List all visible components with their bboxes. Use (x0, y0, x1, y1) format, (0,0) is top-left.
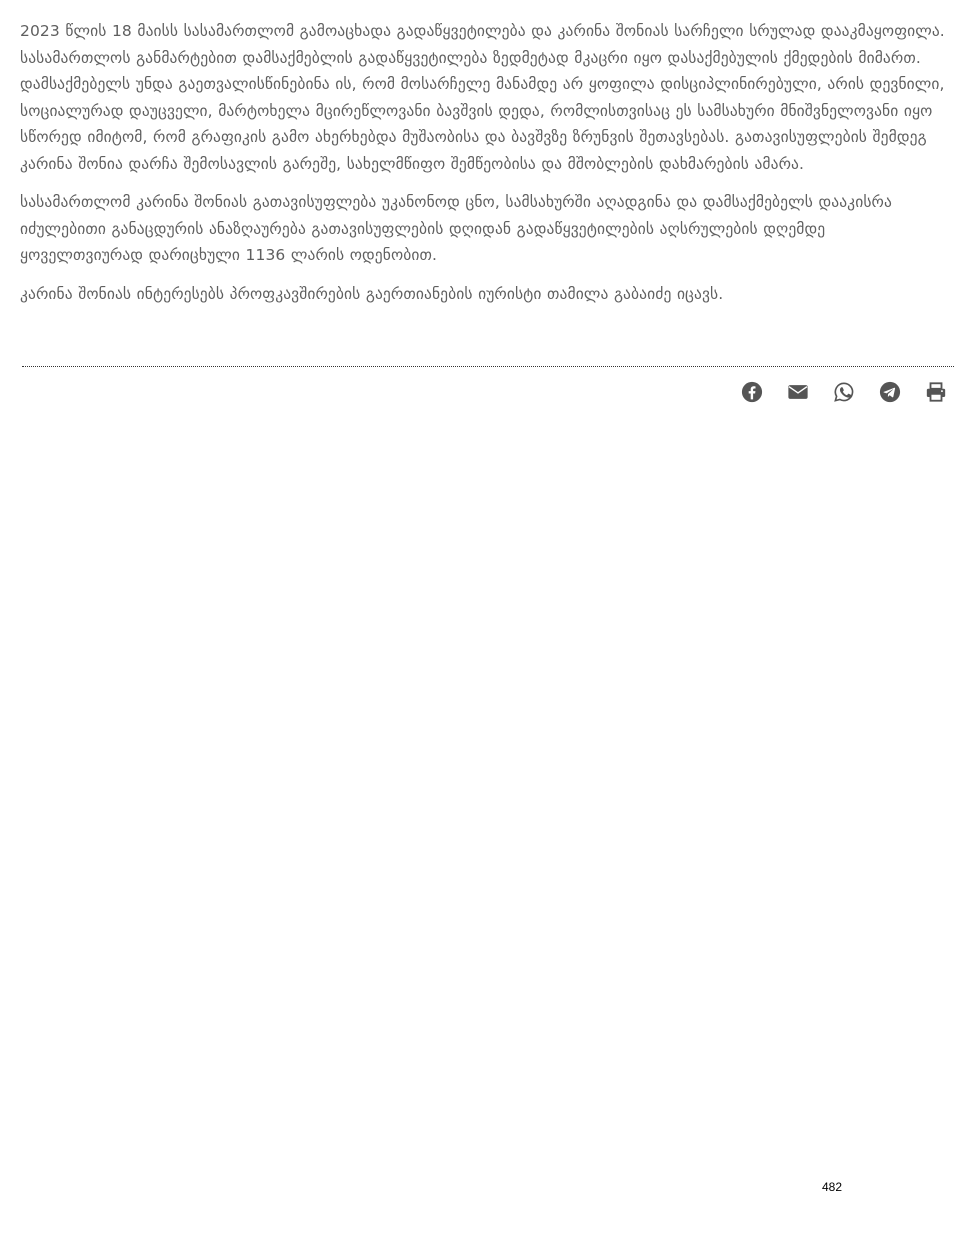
share-bar (740, 380, 948, 404)
article-paragraph: 2023 წლის 18 მაისს სასამართლომ გამოაცხადა გადაწყვეტილება და კარინა შონიას სარჩელი სრულად დააკმაყოფილა. სასამართლოს განმარტებით დამსაქმებლის გადაწყვეტილება ზედმეტად მკაცრი იყო დასაქმებულის ქმედების მიმართ. დამსაქმებელს უნდა გაეთვალისწინებინა ის, რომ მოსარჩელე მანამდე არ ყოფილა დისციპლინირებული, არის დევნილი, სოციალურად დაუცველი, მარტოხელა მცირეწლოვანი ბავშვის დედა, რომლისთვისაც ეს სამსახური მნიშვნელოვანი იყო სწორედ იმიტომ, რომ გრაფიკის გამო ახერხებდა მუშაობისა და ბავშვზე ზრუნვის შეთავსებას. გათავისუფლების შემდეგ კარინა შონია დარჩა შემოსავლის გარეშე, სახელმწიფო შემწეობისა და მშობლების დახმარების ამარა. (20, 22, 945, 173)
share-divider (22, 366, 954, 367)
telegram-icon (879, 381, 901, 403)
article-body (20, 18, 950, 319)
share-whatsapp-button[interactable] (832, 380, 856, 404)
share-facebook-button[interactable] (740, 380, 764, 404)
share-print-button[interactable] (924, 380, 948, 404)
article-paragraph: სასამართლომ კარინა შონიას გათავისუფლება უკანონოდ ცნო, სამსახურში აღადგინა და დამსაქმებელს დააკისრა იძულებითი განაცდურის ანაზღაურება გათავისუფლების დღიდან გადაწყვეტილების აღსრულების დღემდე ყოველთვიურად დარიცხული 1136 ლარის ოდენობით. (20, 193, 892, 264)
share-email-button[interactable] (786, 380, 810, 404)
envelope-icon (787, 381, 809, 403)
article-paragraph: კარინა შონიას ინტერესებს პროფკავშირების გაერთიანების იურისტი თამილა გაბაიძე იცავს. (20, 284, 724, 303)
page-number: 482 (822, 1180, 843, 1194)
facebook-icon (741, 381, 763, 403)
print-icon (925, 381, 947, 403)
share-telegram-button[interactable] (878, 380, 902, 404)
whatsapp-icon (833, 381, 855, 403)
